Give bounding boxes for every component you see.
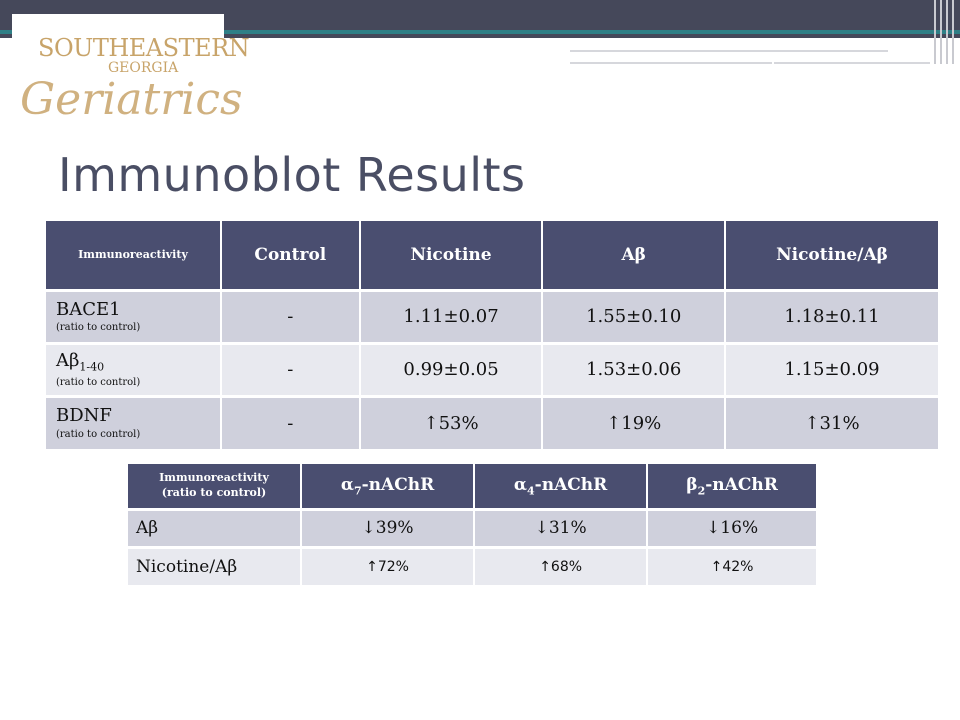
row-label — [46, 290, 221, 343]
row-label-text: BACE1 — [56, 298, 121, 320]
table-cell: ↓31% — [474, 509, 647, 547]
table-cell: ↑42% — [647, 547, 817, 585]
table-cell: 1.11±0.07 — [360, 290, 543, 343]
table-row — [46, 343, 939, 396]
header-prefix: α — [340, 474, 354, 495]
divider-line — [774, 62, 930, 64]
table-header-row — [128, 464, 817, 509]
header-subscript: 4 — [527, 483, 535, 497]
header-abeta: Aβ — [542, 221, 725, 290]
header-line1: Immunoreactivity — [159, 470, 269, 484]
table-cell: ↑53% — [360, 396, 543, 449]
header-alpha4-nachr — [474, 464, 647, 509]
table-row — [128, 509, 817, 547]
table-row — [128, 547, 817, 585]
header-prefix: α — [513, 474, 528, 495]
table-cell: 1.18±0.11 — [725, 290, 939, 343]
header-immunoreactivity — [128, 464, 301, 509]
logo-line2: GEORGIA — [108, 60, 179, 76]
table-cell: - — [221, 343, 360, 396]
header-nicotine-abeta: Nicotine/Aβ — [725, 221, 939, 290]
header-nicotine: Nicotine — [360, 221, 543, 290]
row-label — [46, 396, 221, 449]
header-control: Control — [221, 221, 360, 290]
table-cell: ↑68% — [474, 547, 647, 585]
corner-stripes — [930, 0, 960, 64]
table-cell: ↓39% — [301, 509, 474, 547]
header-subscript: 7 — [353, 483, 362, 497]
logo-line3: Geriatrics — [20, 74, 243, 125]
row-label — [46, 343, 221, 396]
table-header-row — [46, 221, 939, 290]
header-beta2-nachr — [647, 464, 817, 509]
table-cell: 0.99±0.05 — [360, 343, 543, 396]
table-cell: - — [221, 396, 360, 449]
row-label: Nicotine/Aβ — [128, 547, 301, 585]
divider-line — [570, 50, 888, 52]
header-suffix: -nAChR — [361, 474, 435, 495]
row-sublabel: (ratio to control) — [56, 429, 141, 441]
row-label-text: Aβ — [56, 350, 80, 372]
header-line2: (ratio to control) — [161, 485, 267, 499]
table-cell: ↑72% — [301, 547, 474, 585]
header-suffix: -nAChR — [705, 474, 778, 495]
table-cell: ↓16% — [647, 509, 817, 547]
logo-line1: SOUTHEASTERN — [38, 34, 250, 62]
row-sublabel: (ratio to control) — [56, 376, 141, 388]
immunoblot-table — [46, 221, 940, 449]
row-label-text: BDNF — [56, 405, 112, 427]
table-cell: ↑31% — [725, 396, 939, 449]
page-title: Immunoblot Results — [58, 148, 526, 202]
row-label: Aβ — [128, 509, 301, 547]
header-prefix: β — [686, 474, 698, 495]
company-logo — [12, 14, 250, 134]
logo-graphic — [12, 14, 250, 134]
table-cell: 1.55±0.10 — [542, 290, 725, 343]
row-label-subscript: 1-40 — [79, 360, 105, 374]
divider-line — [570, 62, 772, 64]
table-row — [46, 396, 939, 449]
nachr-table — [128, 464, 818, 585]
row-sublabel: (ratio to control) — [56, 322, 141, 334]
table-cell: - — [221, 290, 360, 343]
table-cell: 1.15±0.09 — [725, 343, 939, 396]
header-subscript: 2 — [697, 483, 706, 497]
header-alpha7-nachr — [301, 464, 474, 509]
header-suffix: -nAChR — [534, 474, 608, 495]
table-row — [46, 290, 939, 343]
header-immunoreactivity: Immunoreactivity — [46, 221, 221, 290]
table-cell: ↑19% — [542, 396, 725, 449]
table-cell: 1.53±0.06 — [542, 343, 725, 396]
